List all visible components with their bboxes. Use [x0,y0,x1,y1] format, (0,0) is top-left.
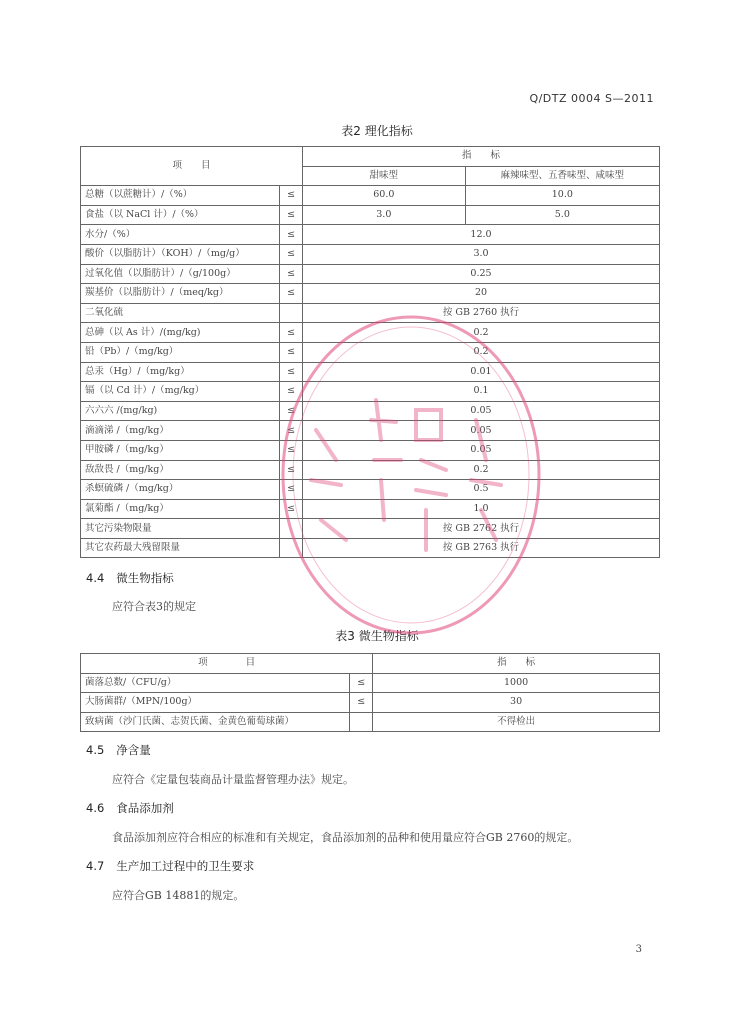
table-row [81,480,660,500]
row-operator: ≤ [280,186,303,206]
row-value: 0.25 [303,264,660,284]
table3-caption: 表3 微生物指标 [335,629,419,643]
section-4-4-heading [86,570,174,586]
table-row [81,460,660,480]
row-value: 0.05 [303,440,660,460]
section-4-6-heading [86,800,174,816]
section-number: 4.6 [86,801,105,815]
row-item: 酸价（以脂肪计）（KOH）/（mg/g） [81,244,280,264]
row-value-sweet: 60.0 [303,186,466,206]
table-row [81,323,660,343]
row-item: 过氧化值（以脂肪计）/（g/100g） [81,264,280,284]
table-row [81,693,660,713]
row-item: 镉（以 Cd 计）/（mg/kg） [81,382,280,402]
row-value: 0.1 [303,382,660,402]
row-item: 菌落总数/（CFU/g） [81,673,350,693]
table2-subhead-spicy: 麻辣味型、五香味型、咸味型 [465,166,659,186]
section-number: 4.5 [86,743,105,757]
row-operator: ≤ [280,499,303,519]
row-item: 二氧化硫 [81,303,280,323]
table-row [81,519,660,539]
table-row [81,342,660,362]
table-row [81,382,660,402]
row-value: 按 GB 2763 执行 [303,538,660,558]
row-item: 致病菌（沙门氏菌、志贺氏菌、金黄色葡萄球菌） [81,712,350,732]
row-item: 六六六 /(mg/kg) [81,401,280,421]
table-row [81,186,660,206]
section-4-6-text: 食品添加剂应符合相应的标准和有关规定，食品添加剂的品种和使用量应符合GB 2760的规定。 [112,831,579,844]
row-item: 铅（Pb）/（mg/kg） [81,342,280,362]
table2-head-index: 指 标 [303,147,660,167]
section-number: 4.4 [86,571,105,585]
row-item: 其它农药最大残留限量 [81,538,280,558]
table-row [81,673,660,693]
table2-subhead-sweet: 甜味型 [303,166,466,186]
row-operator: ≤ [280,362,303,382]
section-title: 食品添加剂 [116,801,174,815]
row-value: 0.5 [303,480,660,500]
table3-head-index: 指 标 [373,654,660,674]
section-4-7-heading [86,858,254,874]
row-value: 12.0 [303,225,660,245]
row-operator [280,303,303,323]
row-operator: ≤ [280,205,303,225]
row-value-sweet: 3.0 [303,205,466,225]
table-row [81,205,660,225]
row-item: 其它污染物限量 [81,519,280,539]
row-value: 1000 [373,673,660,693]
row-value: 3.0 [303,244,660,264]
row-value: 0.05 [303,401,660,421]
row-item: 水分/（%） [81,225,280,245]
row-operator [280,538,303,558]
row-operator: ≤ [350,673,373,693]
row-operator: ≤ [280,440,303,460]
section-4-4-text: 应符合表3的规定 [112,600,196,613]
table-row [81,499,660,519]
page-number: 3 [635,944,642,955]
table-row [81,244,660,264]
table-row [81,303,660,323]
section-4-7-text: 应符合GB 14881的规定。 [112,889,245,902]
row-value: 0.2 [303,342,660,362]
row-operator: ≤ [280,421,303,441]
table2-head-item: 项 目 [81,147,303,186]
row-operator: ≤ [280,401,303,421]
row-item: 杀螟硫磷 /（mg/kg） [81,480,280,500]
table-row [81,284,660,304]
row-value: 0.2 [303,323,660,343]
row-operator [280,519,303,539]
section-title: 生产加工过程中的卫生要求 [116,859,255,873]
table-row [81,225,660,245]
table-row [81,362,660,382]
row-operator: ≤ [280,244,303,264]
row-value: 0.2 [303,460,660,480]
table-row [81,440,660,460]
row-item: 总糖（以蔗糖计）/（%） [81,186,280,206]
section-title: 微生物指标 [116,571,174,585]
row-item: 滴滴涕 /（mg/kg） [81,421,280,441]
table-row [81,712,660,732]
row-item: 总砷（以 As 计）/(mg/kg) [81,323,280,343]
row-item: 氯菊酯 /（mg/kg） [81,499,280,519]
row-operator: ≤ [280,460,303,480]
row-item: 敌敌畏 /（mg/kg） [81,460,280,480]
section-title: 净含量 [116,743,151,757]
table-row [81,421,660,441]
row-value: 20 [303,284,660,304]
row-operator: ≤ [280,382,303,402]
row-item: 大肠菌群/（MPN/100g） [81,693,350,713]
row-item: 食盐（以 NaCl 计）/（%） [81,205,280,225]
row-value-spicy: 10.0 [465,186,659,206]
row-value: 0.01 [303,362,660,382]
row-item: 羰基价（以脂肪计）/（meq/kg） [81,284,280,304]
standard-number: Q/DTZ 0004 S—2011 [529,92,654,105]
row-operator: ≤ [280,480,303,500]
table2-physicochemical [80,146,660,558]
row-value: 0.05 [303,421,660,441]
row-operator: ≤ [280,225,303,245]
row-value: 不得检出 [373,712,660,732]
row-item: 甲胺磷 /（mg/kg） [81,440,280,460]
section-number: 4.7 [86,859,105,873]
row-value: 1.0 [303,499,660,519]
row-item: 总汞（Hg）/（mg/kg） [81,362,280,382]
table-row [81,538,660,558]
row-operator: ≤ [280,284,303,304]
table3-microbial [80,653,660,732]
row-operator: ≤ [280,323,303,343]
table-row [81,264,660,284]
row-operator: ≤ [280,342,303,362]
section-4-5-heading [86,742,151,758]
row-value: 按 GB 2762 执行 [303,519,660,539]
table3-head-item: 项 目 [81,654,373,674]
row-value: 按 GB 2760 执行 [303,303,660,323]
row-operator: ≤ [350,693,373,713]
section-4-5-text: 应符合《定量包装商品计量监督管理办法》规定。 [112,773,354,786]
row-operator [350,712,373,732]
row-operator: ≤ [280,264,303,284]
table-row [81,401,660,421]
row-value-spicy: 5.0 [465,205,659,225]
row-value: 30 [373,693,660,713]
table2-caption: 表2 理化指标 [341,124,413,138]
